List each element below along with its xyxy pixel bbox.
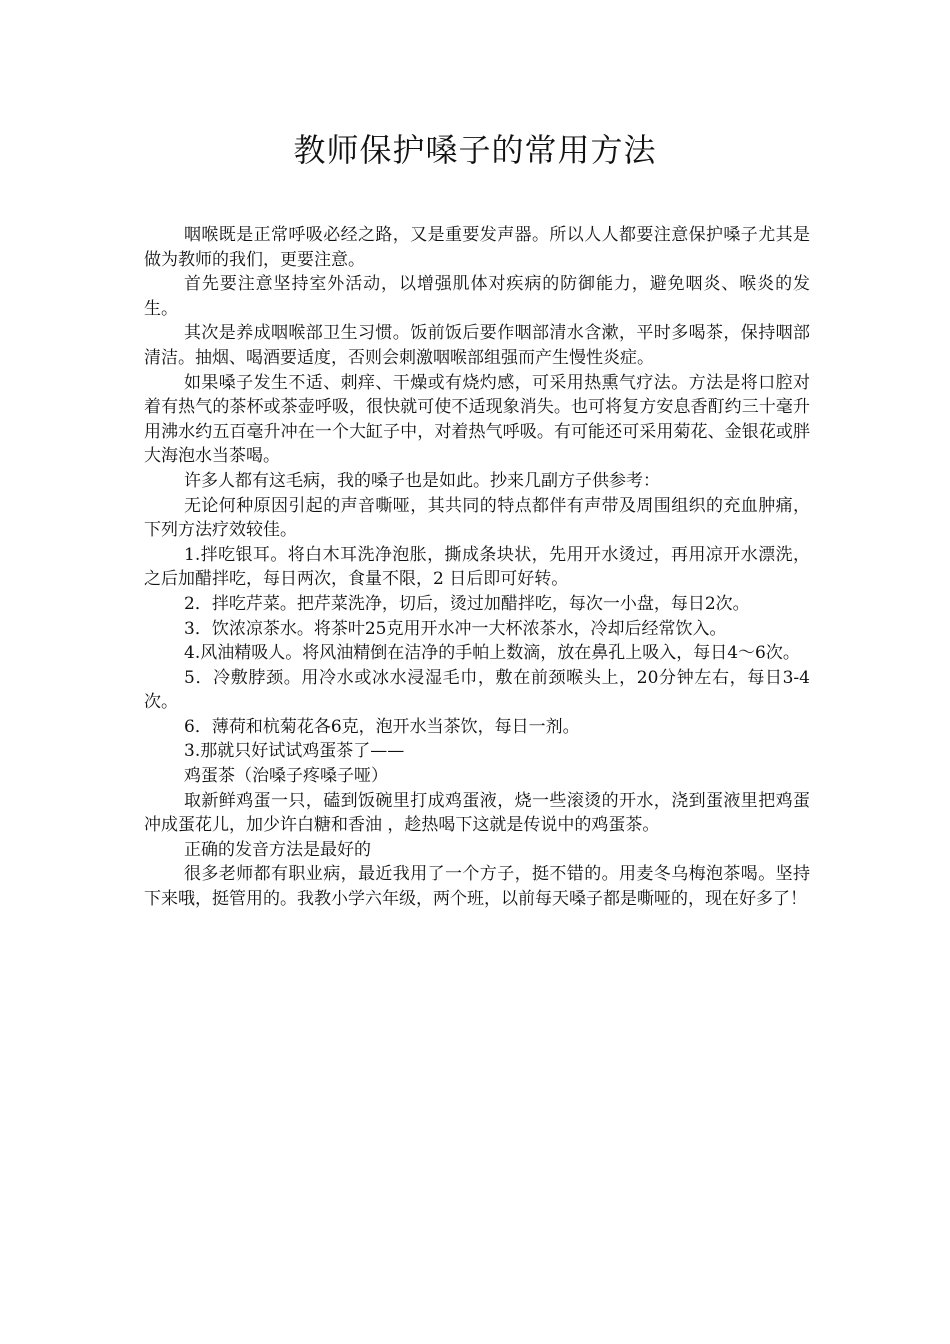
remedy-item-2: 2．拌吃芹菜。把芹菜洗净，切后，烫过加醋拌吃，每次一小盘，每日2次。 <box>184 593 750 614</box>
remedy-item-1: 1.拌吃银耳。将白木耳洗净泡胀，撕成条块状，先用开水烫过，再用凉开水漂洗，之后加醋拌吃，每日两次，食量不限，2 日后即可好转。 <box>144 544 810 590</box>
remedy-item-6: 6．薄荷和杭菊花各6克，泡开水当茶饮，每日一剂。 <box>184 716 580 737</box>
paragraph-intro: 咽喉既是正常呼吸必经之路，又是重要发声器。所以人人都要注意保护嗓子尤其是做为教师的我们，更要注意。 <box>144 225 810 270</box>
paragraph-hoarseness: 无论何种原因引起的声音嘶哑，其共同的特点都伴有声带及周围组织的充血肿痛，下列方法疗效较佳。 <box>144 495 810 541</box>
remedy-item-3: 3．饮浓凉茶水。将茶叶25克用开水冲一大杯浓茶水，冷却后经常饮入。 <box>184 618 727 639</box>
paragraph-outdoor-activity: 首先要注意坚持室外活动，以增强肌体对疾病的防御能力，避免咽炎、喉炎的发生。 <box>144 274 810 319</box>
remedy-item-4: 4.风油精吸人。将风油精倒在洁净的手帕上数滴，放在鼻孔上吸入，每日4～6次。 <box>184 643 800 664</box>
paragraph-egg-tea-lead: 3.那就只好试试鸡蛋茶了—— <box>184 741 405 762</box>
remedy-item-5: 5．冷敷脖颈。用冷水或冰水浸湿毛巾，敷在前颈喉头上，20分钟左右，每日3-4次。 <box>144 667 810 713</box>
paragraph-pronunciation: 正确的发音方法是最好的 <box>184 839 371 860</box>
paragraph-hygiene: 其次是养成咽喉部卫生习惯。饭前饭后要作咽部清水含漱，平时多喝茶，保持咽部清洁。抽烟、喝酒要适度，否则会刺激咽喉部组强而产生慢性炎症。 <box>144 323 810 368</box>
document-body <box>144 223 810 912</box>
paragraph-remedies-intro: 许多人都有这毛病，我的嗓子也是如此。抄来几副方子供参考： <box>184 470 660 491</box>
paragraph-egg-tea-method: 取新鲜鸡蛋一只，磕到饭碗里打成鸡蛋液，烧一些滚烫的开水，浇到蛋液里把鸡蛋冲成蛋花儿，加少许白糖和香油 ，趁热喝下这就是传说中的鸡蛋茶。 <box>144 790 810 836</box>
document-title: 教师保护嗓子的常用方法 <box>293 131 657 169</box>
paragraph-steam-therapy: 如果嗓子发生不适、刺痒、干燥或有烧灼感，可采用热熏气疗法。方法是将口腔对着有热气的茶杯或茶壶呼吸，很快就可使不适现象消失。也可将复方安息香酊约三十毫升用沸水约五百毫升冲在一个大缸子中，对着热气呼吸。有可能还可采用菊花、金银花或胖大海泡水当茶喝。 <box>144 372 810 467</box>
paragraph-testimonial: 很多老师都有职业病，最近我用了一个方子，挺不错的。用麦冬乌梅泡茶喝。坚持下来哦，挺管用的。我教小学六年级，两个班，以前每天嗓子都是嘶哑的，现在好多了！ <box>144 864 810 910</box>
egg-tea-heading: 鸡蛋茶（治嗓子疼嗓子哑） <box>184 766 388 787</box>
